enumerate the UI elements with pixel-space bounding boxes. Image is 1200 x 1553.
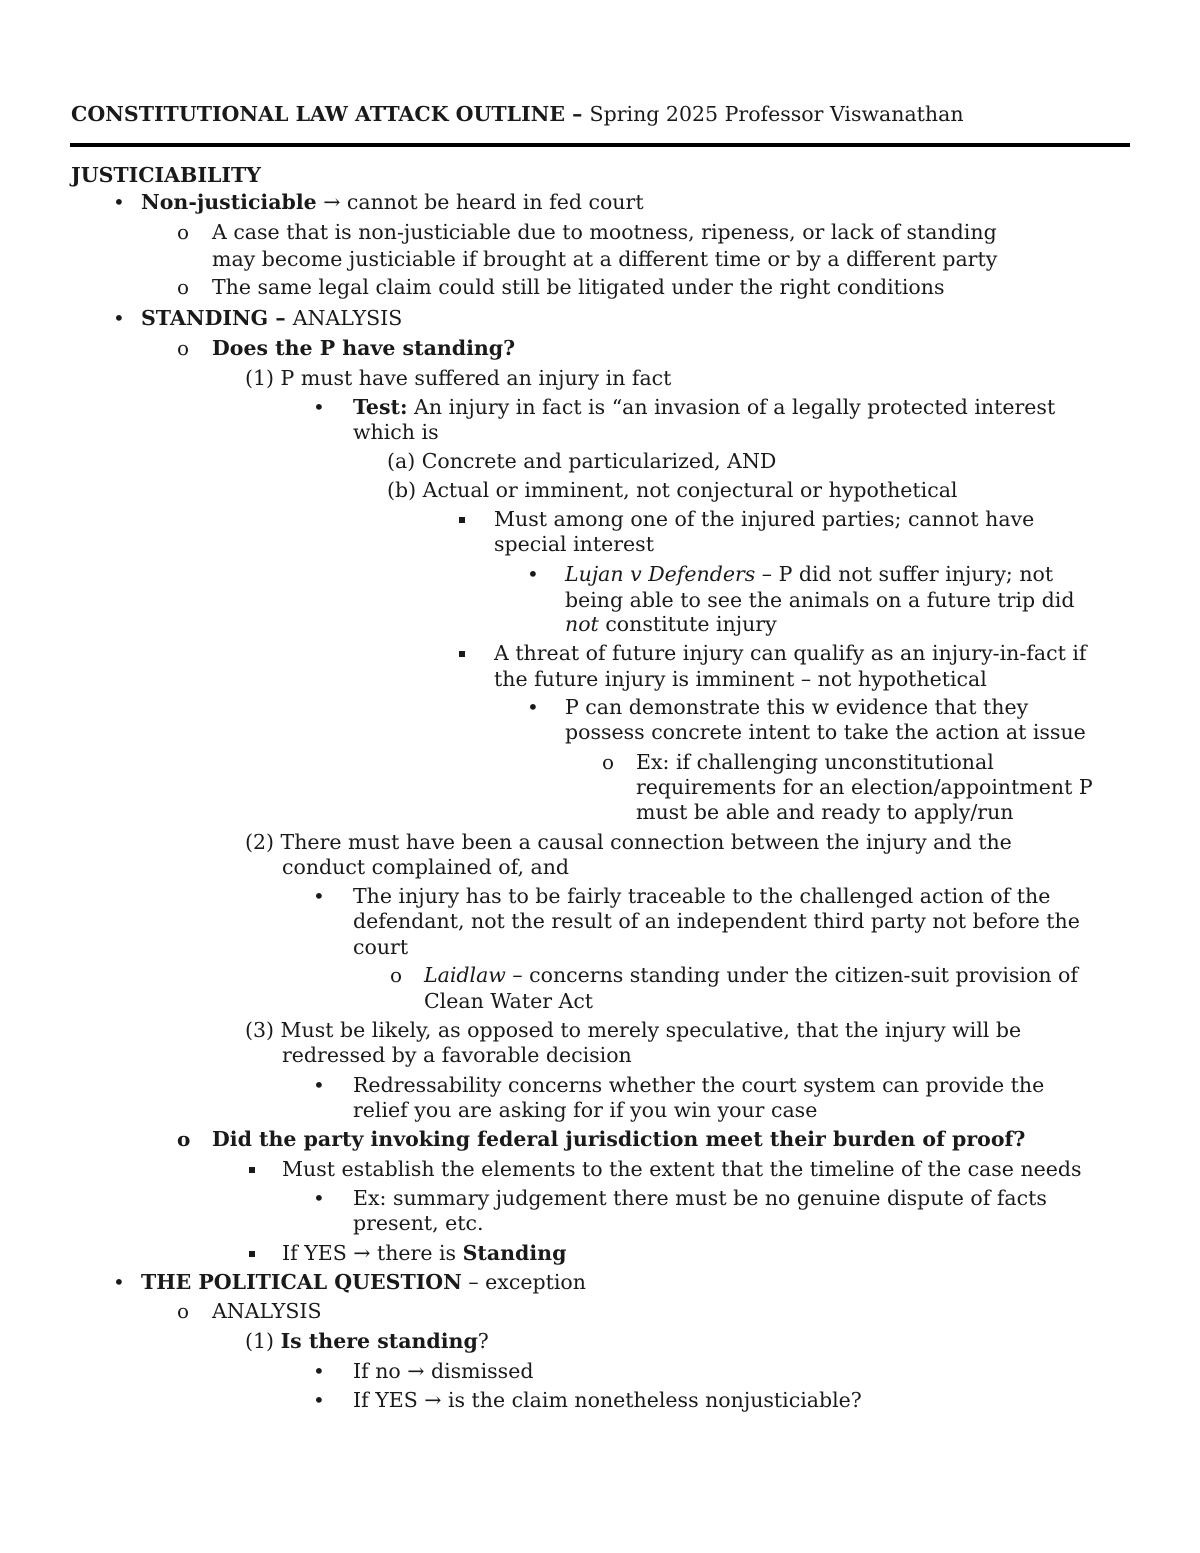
- list-item: A case that is non-justiciable due to mootness, ripeness, or lack of standing: [212, 220, 997, 244]
- list-item: present, etc.: [353, 1211, 484, 1235]
- bullet-dot: •: [527, 562, 539, 586]
- section-heading: JUSTICIABILITY: [71, 163, 261, 187]
- header-title: CONSTITUTIONAL LAW ATTACK OUTLINE –: [71, 102, 590, 126]
- bullet-dot: •: [113, 306, 125, 330]
- list-item: (3) Must be likely, as opposed to merely speculative, that the injury will be: [245, 1018, 1022, 1042]
- list-item: conduct complained of, and: [282, 855, 570, 879]
- list-item: Did the party invoking federal jurisdiction meet their burden of proof?: [212, 1127, 1026, 1151]
- list-item: defendant, not the result of an independent third party not before the: [353, 909, 1080, 933]
- list-item: relief you are asking for if you win your case: [353, 1098, 818, 1122]
- bullet-square: [249, 1251, 255, 1257]
- bullet-dot: •: [527, 695, 539, 719]
- list-item: court: [353, 935, 409, 959]
- list-item: Must establish the elements to the extent that the timeline of the case needs: [282, 1157, 1082, 1181]
- bullet-circle: o: [177, 220, 190, 244]
- bullet-square: [249, 1167, 255, 1173]
- list-item: Must among one of the injured parties; cannot have: [494, 507, 1035, 531]
- header-rule: [70, 143, 1130, 147]
- list-item: Non-justiciable → cannot be heard in fed court: [141, 190, 644, 214]
- bullet-dot: •: [313, 1186, 325, 1210]
- bullet-square: [459, 517, 465, 523]
- list-item: redressed by a favorable decision: [282, 1043, 632, 1067]
- list-item: Ex: summary judgement there must be no genuine dispute of facts: [353, 1186, 1047, 1210]
- bullet-dot: •: [113, 1270, 125, 1294]
- list-item: may become justiciable if brought at a different time or by a different party: [212, 247, 998, 271]
- list-item: the future injury is imminent – not hypothetical: [494, 667, 987, 691]
- list-item: Lujan v Defenders – P did not suffer injury; not: [565, 562, 1054, 586]
- list-item: A threat of future injury can qualify as an injury-in-fact if: [494, 641, 1087, 665]
- list-item: Laidlaw – concerns standing under the citizen-suit provision of: [424, 963, 1078, 987]
- list-item: Clean Water Act: [424, 989, 594, 1013]
- bullet-circle: o: [177, 275, 190, 299]
- list-item: (2) There must have been a causal connection between the injury and the: [245, 830, 1012, 854]
- list-item: which is: [353, 420, 439, 444]
- list-item: special interest: [494, 532, 654, 556]
- list-item: (1) P must have suffered an injury in fact: [245, 366, 672, 390]
- list-item: ANALYSIS: [212, 1299, 322, 1323]
- list-item: not constitute injury: [565, 612, 777, 636]
- bullet-circle: o: [177, 1127, 191, 1151]
- bullet-circle: o: [177, 336, 190, 360]
- bullet-dot: •: [113, 190, 125, 214]
- list-item: being able to see the animals on a future trip did: [565, 588, 1075, 612]
- bullet-dot: •: [313, 1388, 325, 1412]
- bullet-circle: o: [177, 1299, 190, 1323]
- list-item: If YES → is the claim nonetheless nonjusticiable?: [353, 1388, 862, 1412]
- list-item: The injury has to be fairly traceable to the challenged action of the: [353, 884, 1051, 908]
- bullet-dot: •: [313, 884, 325, 908]
- list-item: The same legal claim could still be litigated under the right conditions: [212, 275, 945, 299]
- list-item: If no → dismissed: [353, 1359, 534, 1383]
- bullet-square: [459, 651, 465, 657]
- document-header: [71, 102, 964, 126]
- bullet-circle: o: [390, 963, 403, 987]
- list-item: possess concrete intent to take the action at issue: [565, 720, 1086, 744]
- list-item: Ex: if challenging unconstitutional: [636, 750, 994, 774]
- list-item: Redressability concerns whether the court system can provide the: [353, 1073, 1045, 1097]
- list-item: (a) Concrete and particularized, AND: [387, 449, 777, 473]
- bullet-circle: o: [602, 750, 615, 774]
- list-item: If YES → there is Standing: [282, 1241, 567, 1265]
- list-item: (b) Actual or imminent, not conjectural or hypothetical: [387, 478, 958, 502]
- list-item: must be able and ready to apply/run: [636, 800, 1014, 824]
- list-item: STANDING – ANALYSIS: [141, 306, 403, 330]
- list-item: Does the P have standing?: [212, 336, 516, 360]
- list-item: Test: An injury in fact is “an invasion of a legally protected interest: [353, 395, 1056, 419]
- bullet-dot: •: [313, 1073, 325, 1097]
- header-subtitle: Spring 2025 Professor Viswanathan: [589, 102, 964, 126]
- list-item: P can demonstrate this w evidence that they: [565, 695, 1029, 719]
- bullet-dot: •: [313, 395, 325, 419]
- list-item: requirements for an election/appointment P: [636, 775, 1093, 799]
- list-item: (1) Is there standing?: [245, 1329, 489, 1353]
- bullet-dot: •: [313, 1359, 325, 1383]
- list-item: THE POLITICAL QUESTION – exception: [141, 1270, 586, 1294]
